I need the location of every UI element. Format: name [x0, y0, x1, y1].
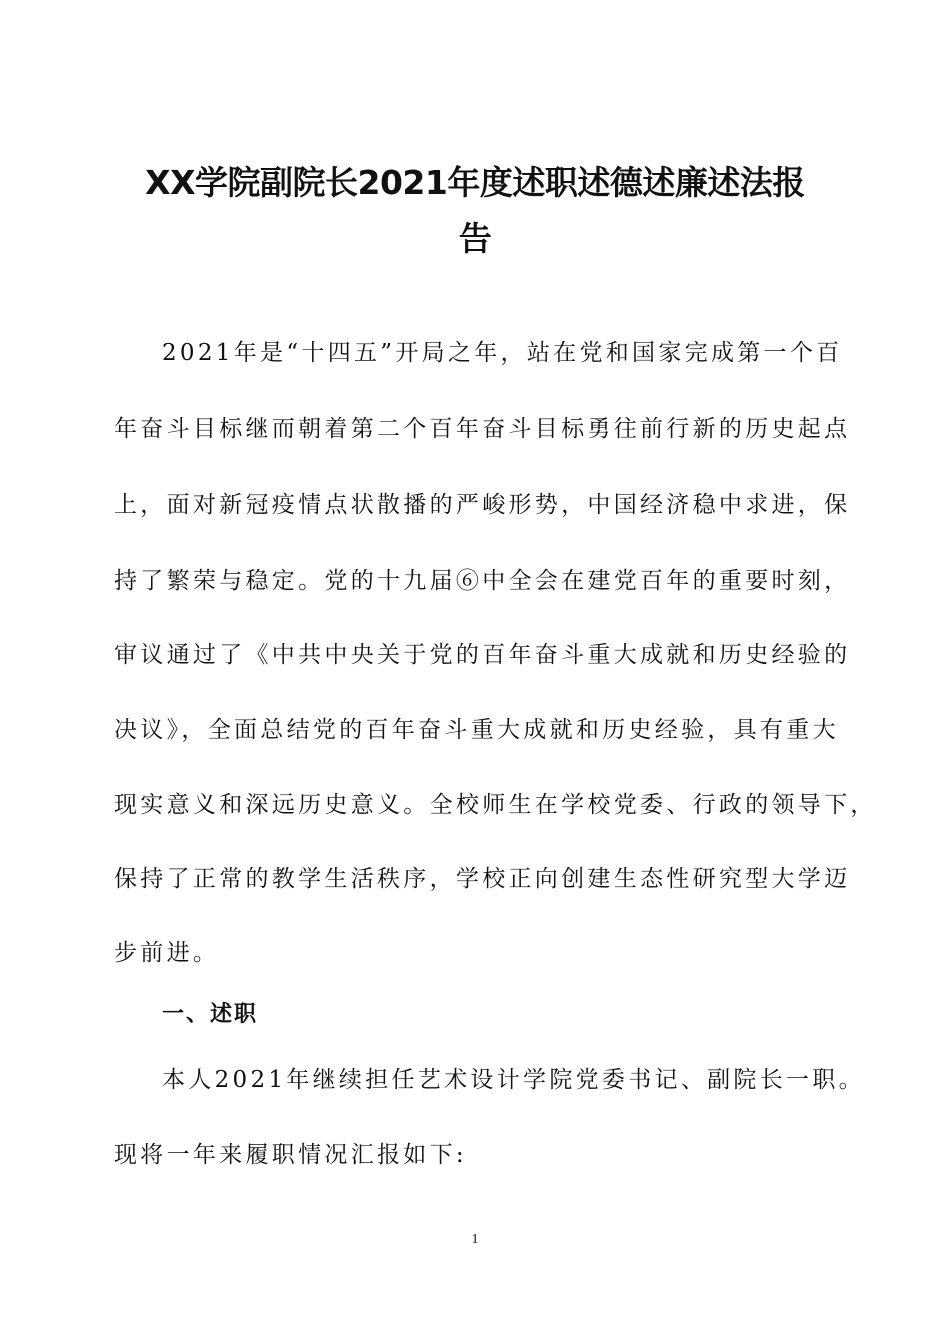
paragraph-line: 决议》，全面总结党的百年奋斗重大成就和历史经验，具有重大: [114, 717, 839, 743]
paragraph-line: 步前进。: [114, 940, 220, 966]
paragraph-line: 年奋斗目标继而朝着第二个百年奋斗目标勇往前行新的历史起点: [114, 416, 851, 442]
title-line-1: XX学院副院长2021年度述职述德述廉述法报: [145, 163, 805, 202]
paragraph-line: 2021年是“十四五”开局之年，站在党和国家完成第一个百: [162, 340, 843, 366]
paragraph-line: 现实意义和深远历史意义。全校师生在学校党委、行政的领导下，: [114, 792, 877, 818]
title-line-2: 告: [458, 219, 492, 258]
paragraph-line: 保持了正常的教学生活秩序，学校正向创建生态性研究型大学迈: [114, 866, 851, 892]
paragraph-line: 现将一年来履职情况汇报如下:: [114, 1142, 467, 1168]
section-heading: 一、述职: [162, 1002, 259, 1027]
paragraph-line: 持了繁荣与稳定。党的十九届⑥中全会在建党百年的重要时刻，: [114, 568, 851, 594]
page-number: 1: [471, 1232, 479, 1247]
document-title: [100, 155, 850, 267]
paragraph-line: 审议通过了《中共中央关于党的百年奋斗重大成就和历史经验的: [114, 642, 851, 668]
paragraph-line: 上，面对新冠疫情点状散播的严峻形势，中国经济稳中求进，保: [114, 492, 851, 518]
paragraph-line: 本人2021年继续担任艺术设计学院党委书记、副院长一职。: [162, 1067, 865, 1093]
